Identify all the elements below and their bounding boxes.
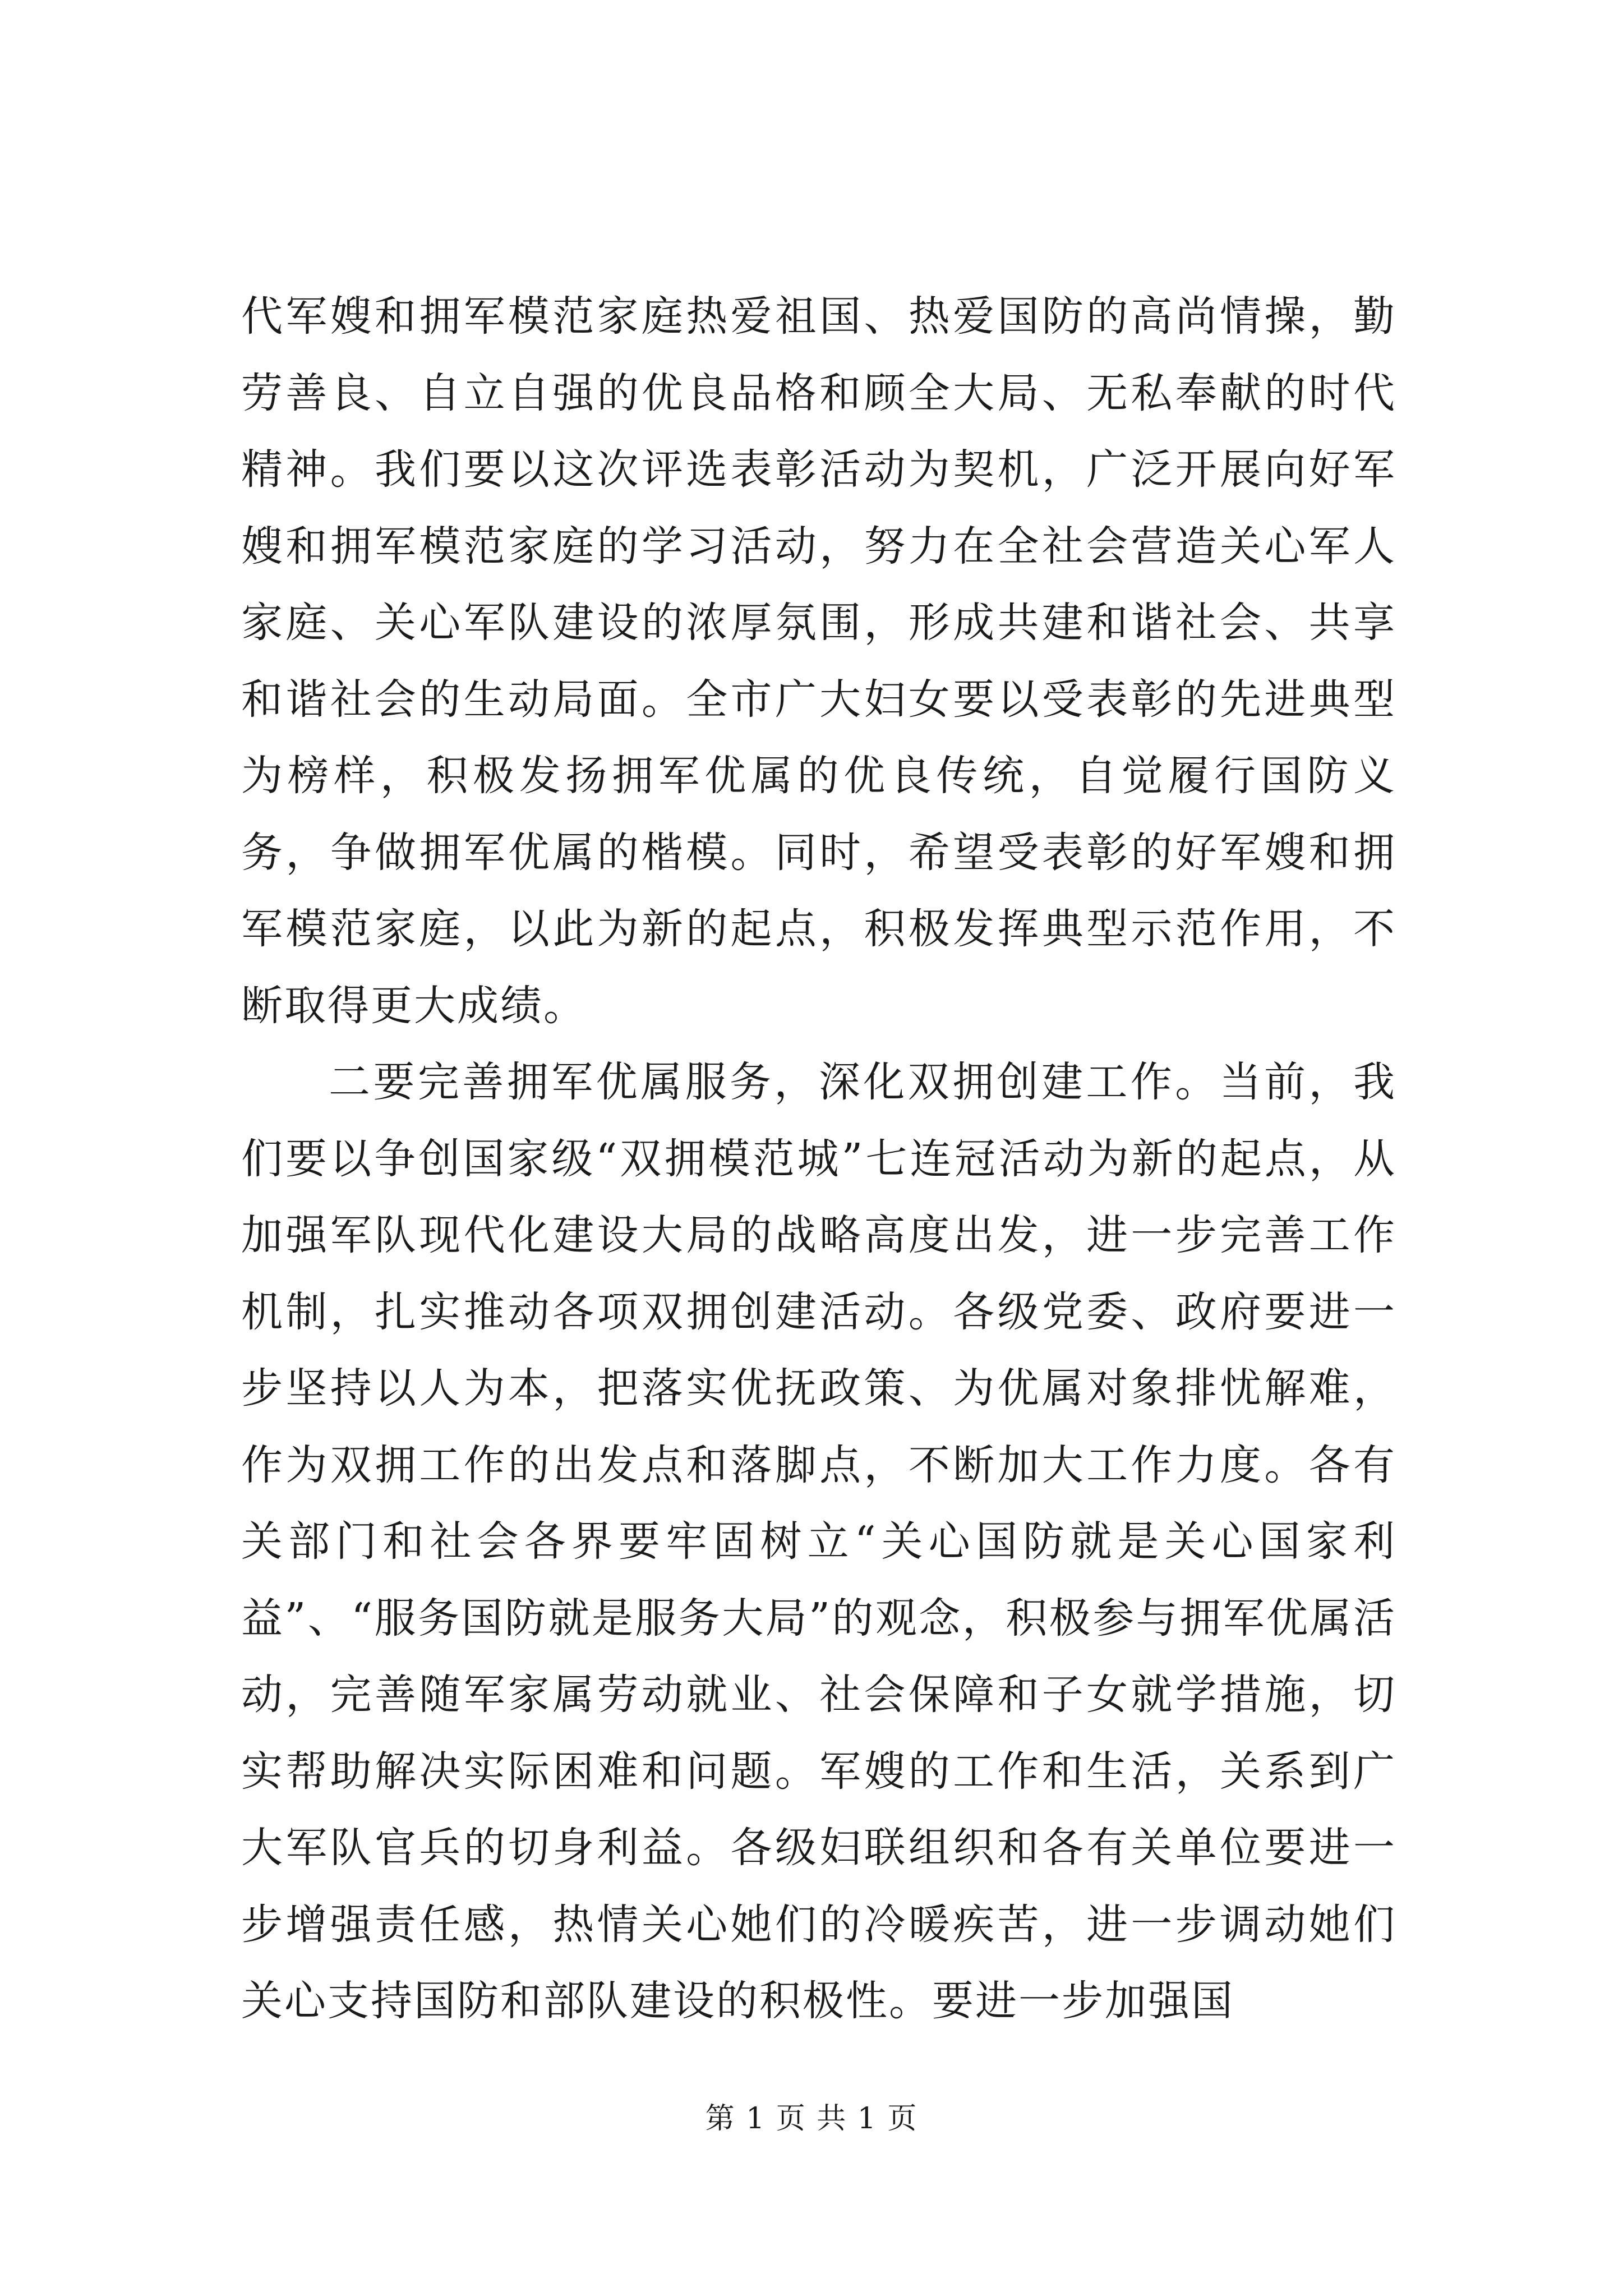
page-number-footer: 第 1 页 共 1 页: [705, 2102, 918, 2136]
paragraph-1: 代军嫂和拥军模范家庭热爱祖国、热爱国防的高尚情操，勤劳善良、自立自强的优良品格和顾全大局、无私奉献的时代精神。我们要以这次评选表彰活动为契机，广泛开展向好军嫂和拥军模范家庭的学习活动，努力在全社会营造关心军人家庭、关心军队建设的浓厚氛围，形成共建和谐社会、共享和谐社会的生动局面。全市广大妇女要以受表彰的先进典型为榜样，积极发扬拥军优属的优良传统，自觉履行国防义务，争做拥军优属的楷模。同时，希望受表彰的好军嫂和拥军模范家庭，以此为新的起点，积极发挥典型示范作用，不断取得更大成绩。: [241, 292, 1396, 1030]
document-body: [241, 278, 1396, 2040]
paragraph-2: 二要完善拥军优属服务，深化双拥创建工作。当前，我们要以争创国家级“双拥模范城”七连冠活动为新的起点，从加强军队现代化建设大局的战略高度出发，进一步完善工作机制，扎实推动各项双拥创建活动。各级党委、政府要进一步坚持以人为本，把落实优抚政策、为优属对象排忧解难，作为双拥工作的出发点和落脚点，不断加大工作力度。各有关部门和社会各界要牢固树立“关心国防就是关心国家利益”、“服务国防就是服务大局”的观念，积极参与拥军优属活动，完善随军家属劳动就业、社会保障和子女就学措施，切实帮助解决实际困难和问题。军嫂的工作和生活，关系到广大军队官兵的切身利益。各级妇联组织和各有关单位要进一步增强责任感，热情关心她们的冷暖疾苦，进一步调动她们关心支持国防和部队建设的积极性。要进一步加强国: [241, 1058, 1396, 2025]
